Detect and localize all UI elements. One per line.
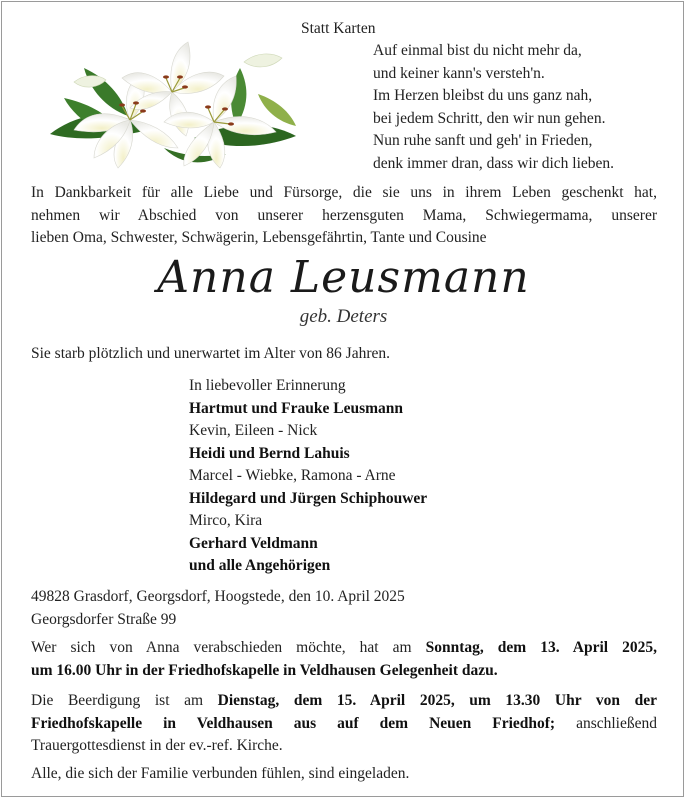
poem-line: Auf einmal bist du nicht mehr da,	[373, 42, 582, 59]
farewell-text: Wer sich von Anna verabschieden möchte, hat am	[31, 639, 426, 656]
intro-line: lieben Oma, Schwester, Schwägerin, Lebensgefährtin, Tante und Cousine	[31, 229, 487, 246]
funeral-place: Friedhofskapelle in Veldhausen aus auf dem Neuen Friedhof;	[31, 714, 556, 732]
family-member-name: Hartmut und Frauke Leusmann	[189, 399, 404, 417]
funeral-line	[31, 690, 657, 713]
closing-invitation: Alle, die sich der Familie verbunden fühlen, sind eingeladen.	[31, 765, 410, 782]
poem-line: bei jedem Schritt, den wir nun gehen.	[373, 109, 606, 127]
birth-name: geb. Deters	[299, 306, 388, 327]
place-date: 49828 Grasdorf, Georgsdorf, Hoogstede, den 10. April 2025	[31, 588, 405, 605]
family-closing-text: und alle Angehörigen	[189, 557, 331, 574]
family-member	[189, 398, 427, 421]
farewell-line	[31, 637, 657, 660]
family-list	[189, 375, 427, 578]
street-address: Georgsdorfer Straße 99	[31, 610, 177, 628]
funeral-line	[31, 713, 657, 736]
funeral-date: Dienstag, dem 15. April 2025, um 13.30 Uhr von der	[217, 692, 657, 709]
family-children: Kevin, Eileen - Nick	[189, 422, 318, 439]
poem-line: Im Herzen bleibst du uns ganz nah,	[373, 87, 593, 104]
funeral-line: Trauergottesdienst in der ev.-ref. Kirche.	[31, 737, 283, 754]
deceased-name: Anna Leusmann	[157, 252, 530, 303]
farewell-time-place: um 16.00 Uhr in der Friedhofskapelle in Veldhausen Gelegenheit dazu.	[31, 661, 498, 679]
intro-paragraph	[31, 182, 657, 250]
family-member	[189, 488, 427, 511]
family-children: Mirco, Kira	[189, 512, 263, 529]
statt-karten-label: Statt Karten	[301, 20, 376, 37]
farewell-paragraph	[31, 637, 657, 682]
poem-line: denk immer dran, dass wir dich lieben.	[373, 154, 615, 172]
funeral-text: anschließend	[555, 714, 657, 732]
address-block	[31, 586, 405, 631]
family-intro: In liebevoller Erinnerung	[189, 377, 346, 394]
funeral-paragraph	[31, 690, 657, 758]
lily-bouquet-image	[44, 38, 298, 170]
funeral-text: Die Beerdigung ist am	[31, 692, 218, 709]
intro-line: In Dankbarkeit für alle Liebe und Fürsorge, die sie uns in ihrem Leben geschenkt hat,	[31, 184, 657, 201]
poem-line: und keiner kann's versteh'n.	[373, 64, 545, 82]
death-note: Sie starb plötzlich und unerwartet im Alter von 86 Jahren.	[31, 345, 390, 362]
family-member	[189, 443, 427, 466]
poem-line: Nun ruhe sanft und geh' in Frieden,	[373, 132, 593, 149]
family-children: Marcel - Wiebke, Ramona - Arne	[189, 467, 396, 484]
intro-line: nehmen wir Abschied von unserer herzensguten Mama, Schwiegermama, unserer	[31, 206, 657, 224]
family-member-name: Gerhard Veldmann	[189, 534, 318, 552]
family-member-name: Hildegard und Jürgen Schiphouwer	[189, 489, 428, 507]
family-closing	[189, 555, 427, 578]
family-member-name: Heidi und Bernd Lahuis	[189, 444, 350, 462]
family-member	[189, 533, 427, 556]
farewell-date: Sonntag, dem 13. April 2025,	[425, 639, 658, 656]
poem	[373, 40, 614, 175]
farewell-line	[31, 660, 657, 683]
